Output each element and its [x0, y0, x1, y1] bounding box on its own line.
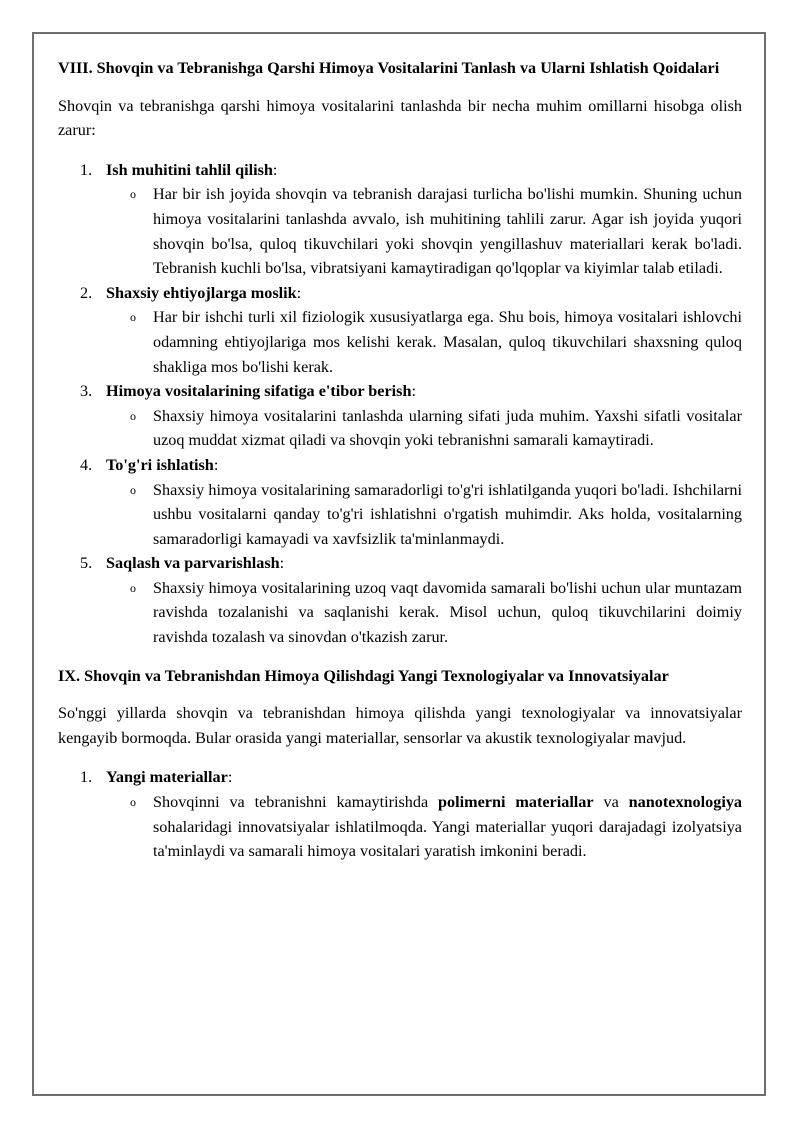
sub-list: [106, 576, 742, 650]
item-title: Himoya vositalarining sifatiga e'tibor berish: [106, 382, 412, 401]
list-item: [58, 281, 742, 379]
circle-bullet-icon: o: [130, 310, 136, 325]
document-content: [58, 56, 742, 864]
item-title: Yangi materiallar: [106, 768, 228, 787]
item-number: 1.: [80, 160, 93, 179]
item-text: Shaxsiy himoya vositalarining samaradorligi to'g'ri ishlatilganda yuqori bo'ladi. Ishchilarni ushbu vositalarni qanday to'g'ri ishlatishni o'rgatish muhimdir. Aks holda, vositalarning samaradorligi kamayadi va xavfsizlik ta'minlanmaydi.: [153, 480, 742, 548]
item-number: 4.: [80, 455, 93, 474]
circle-bullet-icon: o: [130, 408, 136, 423]
sub-list-item: [58, 790, 742, 864]
sub-list-item: [58, 305, 742, 379]
sub-list-item: [58, 182, 742, 280]
item-title: Saqlash va parvarishlash: [106, 554, 280, 573]
circle-bullet-icon: o: [130, 795, 136, 810]
item-suffix: :: [411, 382, 416, 401]
circle-bullet-icon: o: [130, 580, 136, 595]
sub-list: [106, 182, 742, 280]
list-item: [58, 551, 742, 649]
item-text: Har bir ishchi turli xil fiziologik xususiyatlarga ega. Shu bois, himoya vositalari ishlovchi odamning ehtiyojlariga mos kelishi kerak. Masalan, quloq tikuvchilari shaxsning quloq shakliga mos bo'lishi kerak.: [153, 308, 742, 376]
circle-bullet-icon: o: [130, 187, 136, 202]
item-number: 5.: [80, 554, 93, 573]
list-item: [58, 765, 742, 863]
sub-list: [106, 790, 742, 864]
sub-list-item: [58, 404, 742, 453]
circle-bullet-icon: o: [130, 482, 136, 497]
item-suffix: :: [272, 160, 278, 179]
text-run: va: [593, 793, 629, 812]
item-suffix: :: [279, 554, 285, 573]
item-suffix: :: [296, 283, 302, 302]
text-run: Shovqinni va tebranishni kamaytirishda: [153, 793, 439, 812]
sub-list-item: [58, 478, 742, 552]
item-text: Har bir ish joyida shovqin va tebranish darajasi turlicha bo'lishi mumkin. Shuning uchun himoya vositalarini tanlashda avvalo, ish muhitining tahlili zarur. Agar ish joyida yuqori shovqin bo'lsa, quloq tikuvchilari yoki shovqin yengillashuv materiallari kerak bo'ladi. Tebranish kuchli bo'lsa, vibratsiyani kamaytiradigan qo'lqoplar va kiyimlar talab etiladi.: [153, 185, 742, 278]
item-text: Shaxsiy himoya vositalarining uzoq vaqt davomida samarali bo'lishi uchun ular muntazam ravishda tozalanishi va saqlanishi kerak. Misol uchun, quloq tikuvchilarini doimiy ravishda tozalash va sinovdan o'tkazish zarur.: [153, 578, 742, 647]
item-number: 1.: [80, 768, 93, 787]
item-text-rich: [153, 793, 742, 860]
list-item: [58, 453, 742, 551]
item-suffix: :: [213, 455, 219, 474]
list-item: [58, 379, 742, 453]
sub-list: [106, 478, 742, 552]
list-item: [58, 158, 742, 281]
text-run: sohalaridagi innovatsiyalar ishlatilmoqda. Yangi materiallar yuqori darajadagi izolyatsiya ta'minlaydi va samarali himoya vositalari yaratish imkonini beradi.: [153, 817, 742, 861]
sub-list: [106, 305, 742, 379]
section-heading-viii: VIII. Shovqin va Tebranishga Qarshi Himoya Vositalarini Tanlash va Ularni Ishlatish Qoidalari: [58, 59, 720, 77]
item-number: 3.: [80, 382, 93, 401]
section-intro-viii: Shovqin va tebranishga qarshi himoya vositalarini tanlashda bir necha muhim omillarni hisobga olish zarur:: [58, 96, 742, 140]
item-title: Ish muhitini tahlil qilish: [106, 160, 273, 179]
sub-list: [106, 404, 742, 453]
factor-list-ix: [58, 765, 742, 863]
text-run-bold: polimerni materiallar: [438, 793, 594, 812]
item-title: Shaxsiy ehtiyojlarga moslik: [106, 283, 297, 302]
item-title: To'g'ri ishlatish: [106, 455, 214, 474]
item-text: Shaxsiy himoya vositalarini tanlashda ularning sifati juda muhim. Yaxshi sifatli vositalar uzoq muddat xizmat qiladi va shovqin yoki tebranishni samarali kamaytiradi.: [153, 406, 742, 450]
factor-list-viii: [58, 158, 742, 650]
text-run-bold: nanotexnologiya: [628, 793, 743, 812]
section-heading-ix: IX. Shovqin va Tebranishdan Himoya Qilishdagi Yangi Texnologiyalar va Innovatsiyalar: [58, 666, 669, 685]
item-number: 2.: [80, 283, 93, 302]
item-suffix: :: [227, 768, 233, 787]
sub-list-item: [58, 576, 742, 650]
section-intro-ix: So'nggi yillarda shovqin va tebranishdan himoya qilishda yangi texnologiyalar va innovatsiyalar kengayib bormoqda. Bular orasida yangi materiallar, sensorlar va akustik texnologiyalar mavjud.: [58, 704, 742, 747]
